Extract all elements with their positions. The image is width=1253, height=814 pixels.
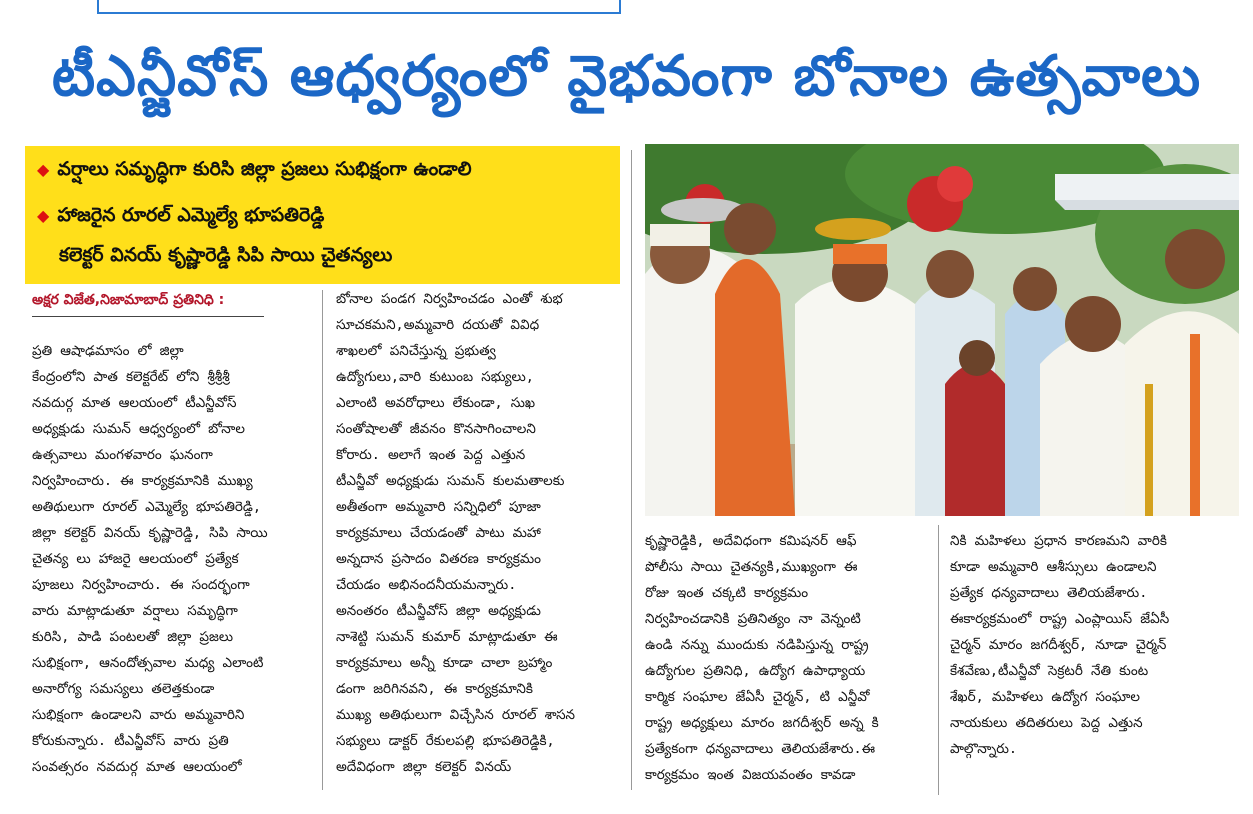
- text-line: డంగా జరిగినవని, ఈ కార్యక్రమానికి: [336, 681, 533, 697]
- highlight-item: [37, 158, 472, 185]
- text-line: కూడా అమ్మవారి ఆశీస్సులు ఉండాలని: [950, 559, 1157, 575]
- text-line: కార్యక్రమాలు చేయడంతో పాటు మహా: [336, 525, 541, 541]
- text-line: శాఖలలో పనిచేస్తున్న ప్రభుత్వ: [336, 343, 496, 359]
- highlight-text: వర్షాలు సమృద్ధిగా కురిసి జిల్లా ప్రజలు సుభిక్షంగా ఉండాలి: [57, 158, 472, 180]
- text-line: చేయడం అభినందనీయమన్నారు.: [336, 577, 517, 593]
- text-line: ప్రతి ఆషాఢమాసం లో జిల్లా: [32, 343, 184, 359]
- text-line: నిర్వహించడానికి ప్రతినిత్యం నా వెన్నంటి: [645, 611, 861, 627]
- text-line: అనారోగ్య సమస్యలు తలెత్తకుండా: [32, 681, 215, 697]
- text-line: చైతన్య లు హాజరై ఆలయంలో ప్రత్యేక: [32, 551, 239, 567]
- column-divider: [322, 290, 323, 790]
- text-line: ప్రత్యేక ధన్యవాదాలు తెలియజేశారు.: [950, 585, 1148, 601]
- text-line: కురిసి, పాడి పంటలతో జిల్లా ప్రజలు: [32, 629, 234, 645]
- text-line: ఉద్యోగుల ప్రతినిధి, ఉద్యోగ ఉపాధ్యాయ: [645, 663, 866, 679]
- text-line: ఉత్సవాలు మంగళవారం ఘనంగా: [32, 447, 213, 463]
- text-line: కార్యక్రమాలు అన్నీ కూడా చాలా బ్రహ్మాం: [336, 655, 553, 671]
- highlight-text: హాజరైన రూరల్ ఎమ్మెల్యే భూపతిరెడ్డి: [57, 204, 325, 226]
- text-line: పూజలు నిర్వహించారు. ఈ సందర్భంగా: [32, 577, 250, 593]
- text-line: కోరారు. అలాగే ఇంత పెద్ద ఎత్తున: [336, 447, 526, 463]
- text-line: ఉద్యోగులు,వారి కుటుంబ సభ్యులు,: [336, 369, 534, 385]
- text-line: నవదుర్గ మాత ఆలయంలో టీఎన్జీవోస్: [32, 395, 237, 411]
- text-line: టీఎన్జీవో అధ్యక్షుడు సుమన్ కులమతాలకు: [336, 473, 565, 489]
- text-line: రాష్ట్ర అధ్యక్షులు మారం జగదీశ్వర్ అన్న కి: [645, 715, 879, 731]
- text-line: అతీతంగా అమ్మవారి సన్నిధిలో పూజా: [336, 499, 541, 515]
- text-line: బోనాల పండగ నిర్వహించడం ఎంతో శుభ: [336, 291, 563, 307]
- text-line: నాయకులు తదితరులు పెద్ద ఎత్తున: [950, 715, 1143, 731]
- highlight-item: [59, 244, 392, 271]
- column-divider: [631, 150, 632, 790]
- highlights-box: [25, 146, 620, 284]
- text-line: సంవత్సరం నవదుర్గ మాత ఆలయంలో: [32, 759, 242, 775]
- text-line: అదేవిధంగా జిల్లా కలెక్టర్ వినయ్: [336, 759, 512, 775]
- byline: అక్షర విజేత,నిజామాబాద్ ప్రతినిధి :: [32, 292, 225, 308]
- text-line: ఉండి నన్ను ముందుకు నడిపిస్తున్న రాష్ట్ర: [645, 637, 869, 653]
- photo-bonalu-celebration-icon: [645, 144, 1239, 516]
- article-column-4: [950, 528, 1240, 762]
- page-headline: టీఎన్జీవోస్ ఆధ్వర్యంలో వైభవంగా బోనాల ఉత్సవాలు: [51, 44, 1202, 109]
- text-line: నిర్వహించారు. ఈ కార్యక్రమానికి ముఖ్య: [32, 473, 253, 489]
- text-line: జిల్లా కలెక్టర్ వినయ్ కృష్ణారెడ్డి, సిపి సాయి: [32, 525, 268, 541]
- text-line: అనంతరం టీఎన్జీవోస్ జిల్లా అధ్యక్షుడు: [336, 603, 541, 619]
- text-line: అన్నదాన ప్రసాదం వితరణ కార్యక్రమం: [336, 551, 541, 567]
- highlight-text: కలెక్టర్ వినయ్ కృష్ణారెడ్డి సిపి సాయి చైతన్యలు: [59, 244, 393, 266]
- text-line: సూచకమని,అమ్మవారి దయతో వివిధ: [336, 317, 540, 333]
- text-line: సుభిక్షంగా ఉండాలని వారు అమ్మవారిని: [32, 707, 245, 723]
- column-divider: [938, 525, 939, 795]
- text-line: రోజు ఇంత చక్కటి కార్యక్రమం: [645, 585, 809, 601]
- text-line: కార్యక్రమం ఇంత విజయవంతం కావడా: [645, 767, 856, 783]
- text-line: ఈకార్యక్రమంలో రాష్ట్ర ఎంప్లాయిస్ జేఏసీ: [950, 611, 1170, 627]
- text-line: అతిథులుగా రూరల్ ఎమ్మెల్యే భూపతిరెడ్డి,: [32, 499, 262, 515]
- text-line: అధ్యక్షుడు సుమన్ ఆధ్వర్యంలో బోనాల: [32, 421, 245, 437]
- byline-rule: [32, 316, 264, 317]
- text-line: కేశవేణు,టీఎన్జీవో సెక్రటరీ నేతి కుంట: [950, 663, 1149, 679]
- text-line: పోలీసు సాయి చైతన్యకి,ముఖ్యంగా ఈ: [645, 559, 858, 575]
- text-line: సుభిక్షంగా, ఆనందోత్సవాల మధ్య ఎలాంటి: [32, 655, 264, 671]
- text-line: ఎలాంటి అవరోధాలు లేకుండా, సుఖ: [336, 395, 536, 411]
- text-line: నాశెట్టి సుమన్ కుమార్ మాట్లాడుతూ ఈ: [336, 629, 558, 645]
- highlight-item: [37, 204, 324, 231]
- text-line: వారు మాట్లాడుతూ వర్షాలు సమృద్ధిగా: [32, 603, 238, 619]
- diamond-bullet-icon: ◆: [37, 206, 50, 225]
- text-line: ముఖ్య అతిథులుగా విచ్చేసిన రూరల్ శాసన: [336, 707, 576, 723]
- text-line: కేంద్రంలోని పాత కలెక్టరేట్ లోని శ్రీశ్రీశ్రీ: [32, 369, 230, 385]
- article-column-2: [336, 286, 626, 780]
- text-line: కృష్ణారెడ్డికి, అదేవిధంగా కమిషనర్ ఆఫ్: [645, 533, 857, 549]
- event-photo: [645, 144, 1239, 516]
- text-line: చైర్మన్ మారం జగదీశ్వర్, నూడా చైర్మన్: [950, 637, 1167, 653]
- text-line: శేఖర్, మహిళలు ఉద్యోగ సంఘాల: [950, 689, 1140, 705]
- diamond-bullet-icon: ◆: [37, 160, 50, 179]
- text-line: సభ్యులు డాక్టర్ రేకులపల్లి భూపతిరెడ్డికి,: [336, 733, 555, 749]
- article-column-3: [645, 528, 937, 788]
- text-line: పాల్గొన్నారు.: [950, 741, 1018, 757]
- text-line: కార్మిక సంఘాల జేఏసీ చైర్మన్, టి ఎన్జీవో: [645, 689, 870, 705]
- text-line: ప్రత్యేకంగా ధన్యవాదాలు తెలియజేశారు.ఈ: [645, 741, 876, 757]
- text-line: కోరుకున్నారు. టీఎన్జీవోస్ వారు ప్రతి: [32, 733, 229, 749]
- article-column-1: [32, 338, 317, 780]
- text-line: నికి మహిళలు ప్రధాన కారణమని వారికి: [950, 533, 1167, 549]
- text-line: సంతోషాలతో జీవనం కొనసాగించాలని: [336, 421, 536, 437]
- top-banner-box: [97, 0, 621, 14]
